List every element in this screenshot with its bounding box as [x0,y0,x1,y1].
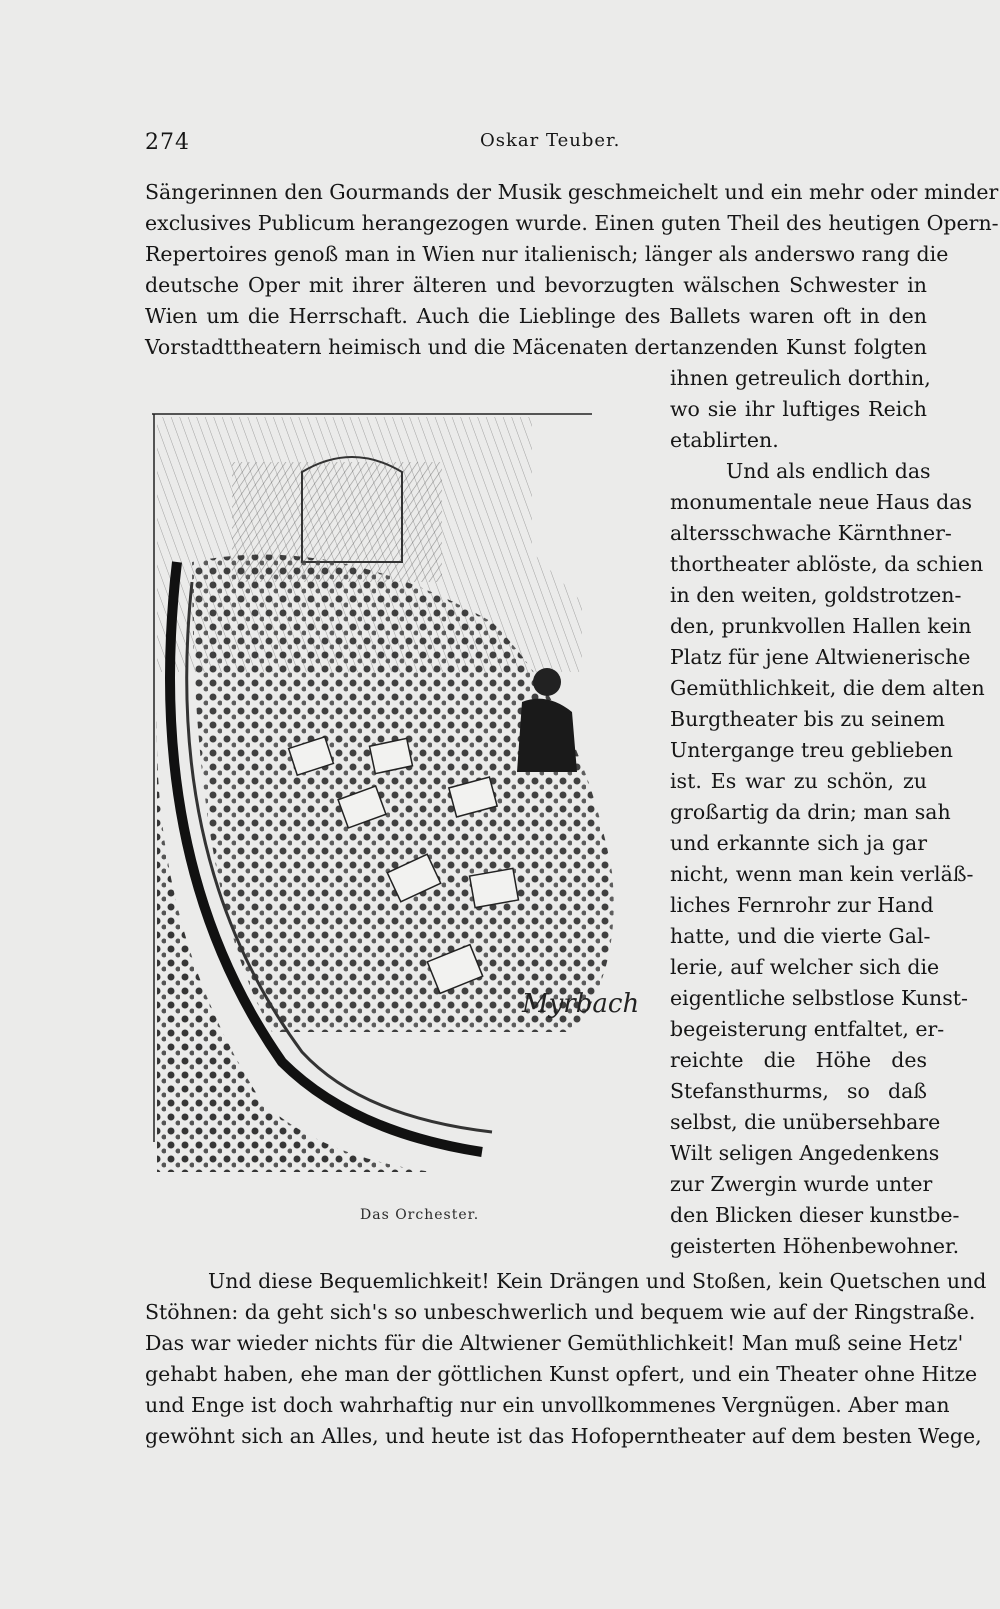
text-line: ist. Es war zu schön, zu [670,769,927,793]
text-line: Und diese Bequemlichkeit! Kein Drängen und Stoßen, kein Quetschen und [208,1269,987,1293]
orchestra-engraving [152,412,652,1172]
artist-signature: Myrbach [522,989,640,1019]
text-line: Wilt seligen Angedenkens [670,1141,940,1165]
text-line: thortheater ablöste, da schien [670,552,984,576]
text-line: deutsche Oper mit ihrer älteren und bevorzugten wälschen Schwester in [145,273,927,297]
text-line: selbst, die unübersehbare [670,1110,941,1134]
text-line: Platz für jene Altwienerische [670,645,971,669]
text-line: Stefansthurms, so daß [670,1079,927,1103]
text-line: und erkannte sich ja gar [670,831,927,855]
text-line: ihnen getreulich dorthin, [670,366,931,390]
text-line: altersschwache Kärnthner- [670,521,952,545]
text-line: begeisterung entfaltet, er- [670,1017,945,1041]
text-line: und Enge ist doch wahrhaftig nur ein unvollkommenes Vergnügen. Aber man [145,1393,950,1417]
text-line: Gemüthlichkeit, die dem alten [670,676,985,700]
text-line: Repertoires genoß man in Wien nur italienisch; länger als anderswo rang die [145,242,949,266]
text-line: großartig da drin; man sah [670,800,951,824]
text-line: in den weiten, goldstrotzen- [670,583,962,607]
text-line: wo sie ihr luftiges Reich [670,397,927,421]
page-number: 274 [145,130,190,155]
text-line: monumentale neue Haus das [670,490,973,514]
text-line: Wien um die Herrschaft. Auch die Lieblinge des Ballets waren oft in den [145,304,927,328]
text-line: Burgtheater bis zu seinem [670,707,945,731]
text-line: hatte, und die vierte Gal- [670,924,931,948]
text-line: Das war wieder nichts für die Altwiener Gemüthlichkeit! Man muß seine Hetz' [145,1331,964,1355]
text-line: Stöhnen: da geht sich's so unbeschwerlich und bequem wie auf der Ringstraße. [145,1300,976,1324]
text-line: Vorstadttheatern heimisch und die Mäcenaten der [145,335,670,359]
text-line: etablirten. [670,428,779,452]
text-line: eigentliche selbstlose Kunst- [670,986,968,1010]
text-line: Sängerinnen den Gourmands der Musik geschmeichelt und ein mehr oder minder [145,180,999,204]
text-line: tanzenden Kunst folgten [670,335,927,359]
text-line: zur Zwergin wurde unter [670,1172,933,1196]
text-line: Und als endlich das [726,459,931,483]
running-title: Oskar Teuber. [480,130,621,151]
text-line: geisterten Höhenbewohner. [670,1234,960,1258]
text-line: exclusives Publicum herangezogen wurde. Einen guten Theil des heutigen Opern- [145,211,999,235]
text-line: liches Fernrohr zur Hand [670,893,934,917]
text-line: gehabt haben, ehe man der göttlichen Kunst opfert, und ein Theater ohne Hitze [145,1362,978,1386]
text-line: den Blicken dieser kunstbe- [670,1203,960,1227]
orchestra-illustration [152,412,652,1172]
text-line: lerie, auf welcher sich die [670,955,940,979]
text-line: reichte die Höhe des [670,1048,927,1072]
text-line: nicht, wenn man kein verläß- [670,862,974,886]
text-line: den, prunkvollen Hallen kein [670,614,972,638]
text-line: gewöhnt sich an Alles, und heute ist das Hofoperntheater auf dem besten Wege, [145,1424,982,1448]
illustration-caption: Das Orchester. [360,1207,480,1223]
text-line: Untergange treu geblieben [670,738,953,762]
